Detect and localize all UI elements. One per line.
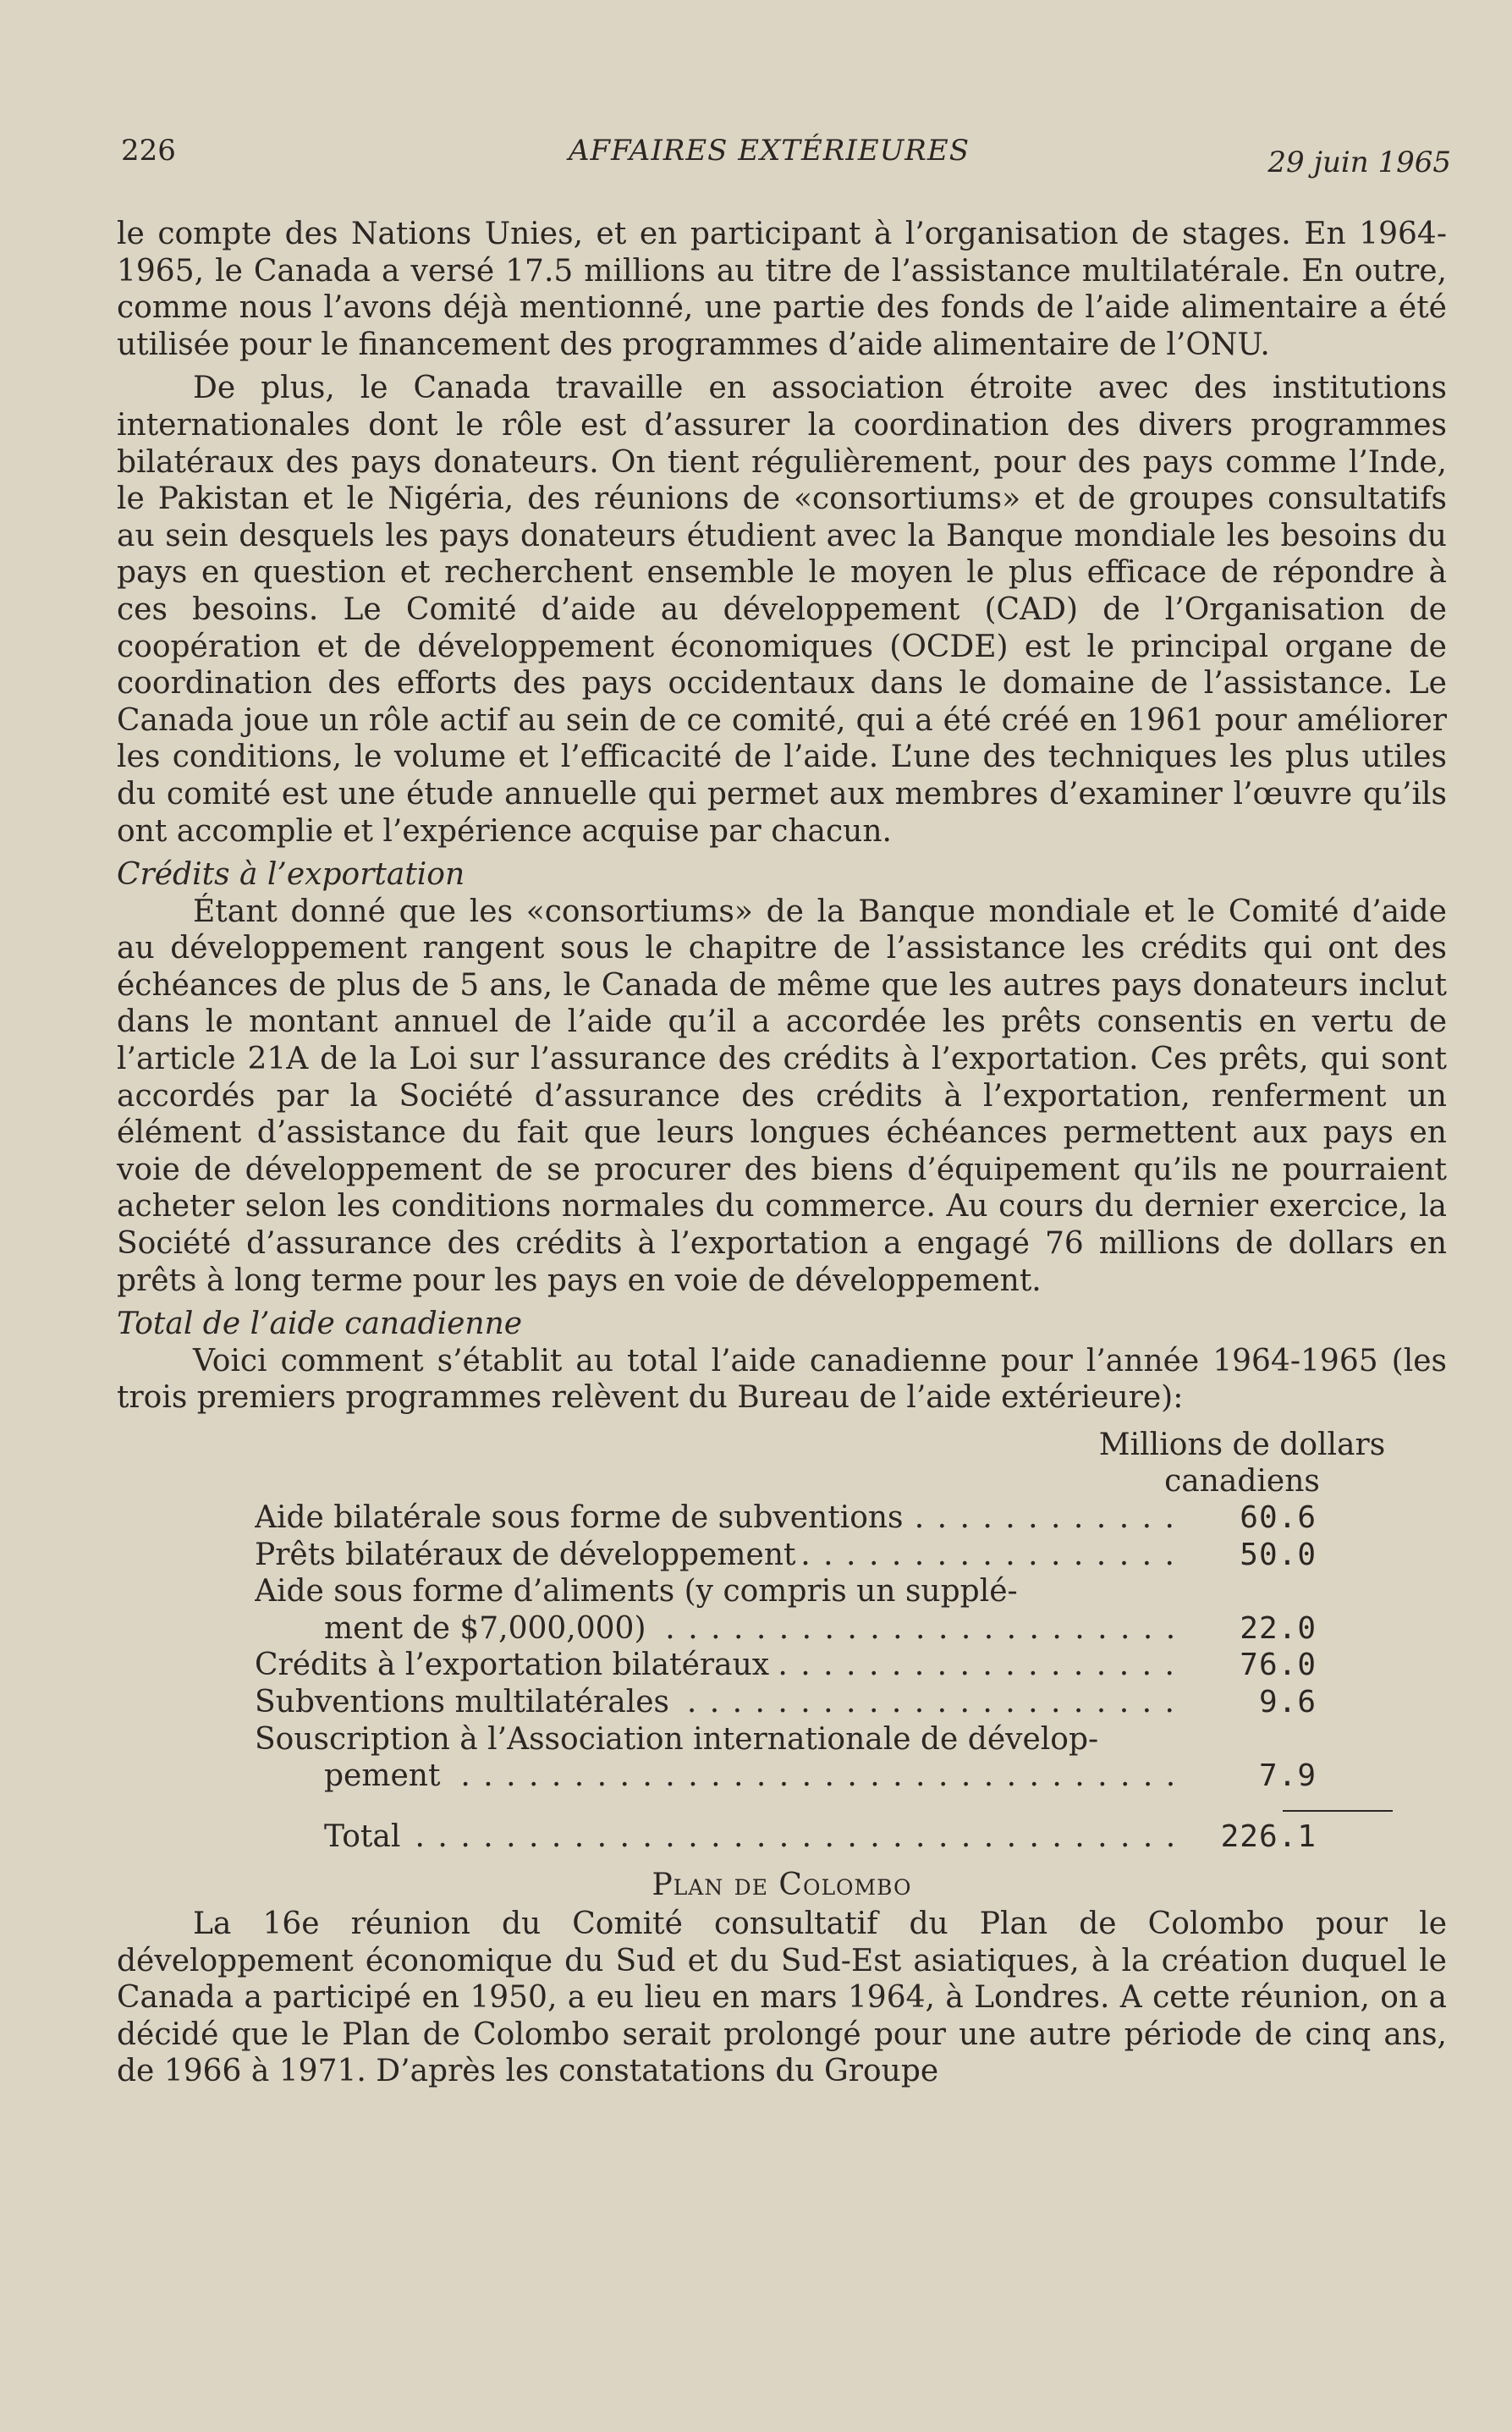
page-number: 226 [121,134,176,168]
row-value: 22.0 [1240,1610,1317,1646]
row-label: Aide bilatérale sous forme de subventions [255,1500,910,1535]
running-title: AFFAIRES EXTÉRIEURES [569,134,970,168]
row-label: Subventions multilatérales [255,1685,676,1719]
table-row [255,1499,1317,1537]
table-row [255,1537,1317,1574]
running-date: 29 juin 1965 [1267,146,1451,179]
row-value: 9.6 [1258,1684,1317,1719]
aid-table [117,1427,1447,1855]
table-total-row [324,1818,1317,1856]
total-rule [1283,1810,1393,1812]
total-label: Total [324,1819,407,1854]
row-label: Souscription à l’Association internationale de dévelop- [255,1722,1105,1757]
row-label: ment de $7,000,000) [324,1611,653,1646]
unit-line: Millions de dollars [1098,1428,1386,1462]
row-value: 50.0 [1240,1537,1317,1572]
total-value: 226.1 [1220,1818,1317,1854]
table-row [324,1758,1317,1795]
row-label: Aide sous forme d’aliments (y compris un supplé- [255,1574,1025,1609]
paragraph: La 16e réunion du Comité consultatif du Plan de Colombo pour le développement économique du Sud et du Sud-Est asiatiques, à la création duquel le Canada a participé en 1950, a eu lieu en mars 1964, à Londres. A cette réunion, on a décidé que le Plan de Colombo serait prolongé pour une autre période de cinq ans, de 1966 à 1971. D’après les constatations du Groupe [117,1906,1447,2089]
paragraph: Voici comment s’établit au total l’aide canadienne pour l’année 1964-1965 (les trois premiers programmes relèvent du Bureau de l’aide extérieure): [117,1343,1447,1416]
table-row [255,1573,1317,1610]
subheading: Total de l’aide canadienne [117,1307,523,1342]
unit-line: canadiens [1164,1464,1320,1499]
row-value: 76.0 [1240,1648,1317,1683]
paragraph: Étant donné que les «consortiums» de la Banque mondiale et le Comité d’aide au développement rangent sous le chapitre de l’assistance les crédits qui ont des échéances de plus de 5 ans, le Canada de même que les autres pays donateurs inclut dans le montant annuel de l’aide qu’il a accordée les prêts consentis en vertu de l’article 21A de la Loi sur l’assurance des crédits à l’exportation. Ces prêts, qui sont accordés par la Société d’assurance des crédits à l’exportation, renferment un élément d’assistance du fait que leurs longues échéances permettent aux pays en voie de développement de se procurer des biens d’équipement qu’ils ne pourraient acheter selon les conditions normales du commerce. Au cours du dernier exercice, la Société d’assurance des crédits à l’exportation a engagé 76 millions de dollars en prêts à long terme pour les pays en voie de développement. [117,894,1447,1298]
subheading: Crédits à l’exportation [117,857,465,893]
table-row [255,1684,1317,1721]
paragraph: le compte des Nations Unies, et en participant à l’organisation de stages. En 1964-1965, le Canada a versé 17.5 millions au titre de l’assistance multilatérale. En outre, comme nous l’avons déjà mentionné, une partie des fonds de l’aide alimentaire a été utilisée pour le financement des programmes d’aide alimentaire de l’ONU. [117,217,1447,362]
table-row [255,1647,1317,1684]
table-row [324,1610,1317,1648]
row-label: Prêts bilatéraux de développement [255,1538,803,1572]
row-label: pement [324,1758,447,1793]
page-body [117,216,1447,2090]
row-label: Crédits à l’exportation bilatéraux [255,1648,776,1682]
row-value: 7.9 [1258,1758,1317,1794]
table-unit-heading [1090,1427,1394,1499]
table-row [255,1721,1317,1758]
paragraph: De plus, le Canada travaille en association étroite avec des institutions internationales dont le rôle est d’assurer la coordination des divers programmes bilatéraux des pays donateurs. On tient régulièrement, pour des pays comme l’Inde, le Pakistan et le Nigéria, des réunions de «consortiums» et de groupes consultatifs au sein desquels les pays donateurs étudient avec la Banque mondiale les besoins du pays en question et recherchent ensemble le moyen le plus efficace de répondre à ces besoins. Le Comité d’aide au développement (CAD) de l’Organisation de coopération et de développement économiques (OCDE) est le principal organe de coordination des efforts des pays occidentaux dans le domaine de l’assistance. Le Canada joue un rôle actif au sein de ce comité, qui a été créé en 1961 pour améliorer les conditions, le volume et l’efficacité de l’aide. L’une des techniques les plus utiles du comité est une étude annuelle qui permet aux membres d’examiner l’œuvre qu’ils ont accomplie et l’expérience acquise par chacun. [117,371,1447,849]
section-heading: Plan de Colombo [652,1868,912,1903]
row-value: 60.6 [1240,1500,1317,1535]
